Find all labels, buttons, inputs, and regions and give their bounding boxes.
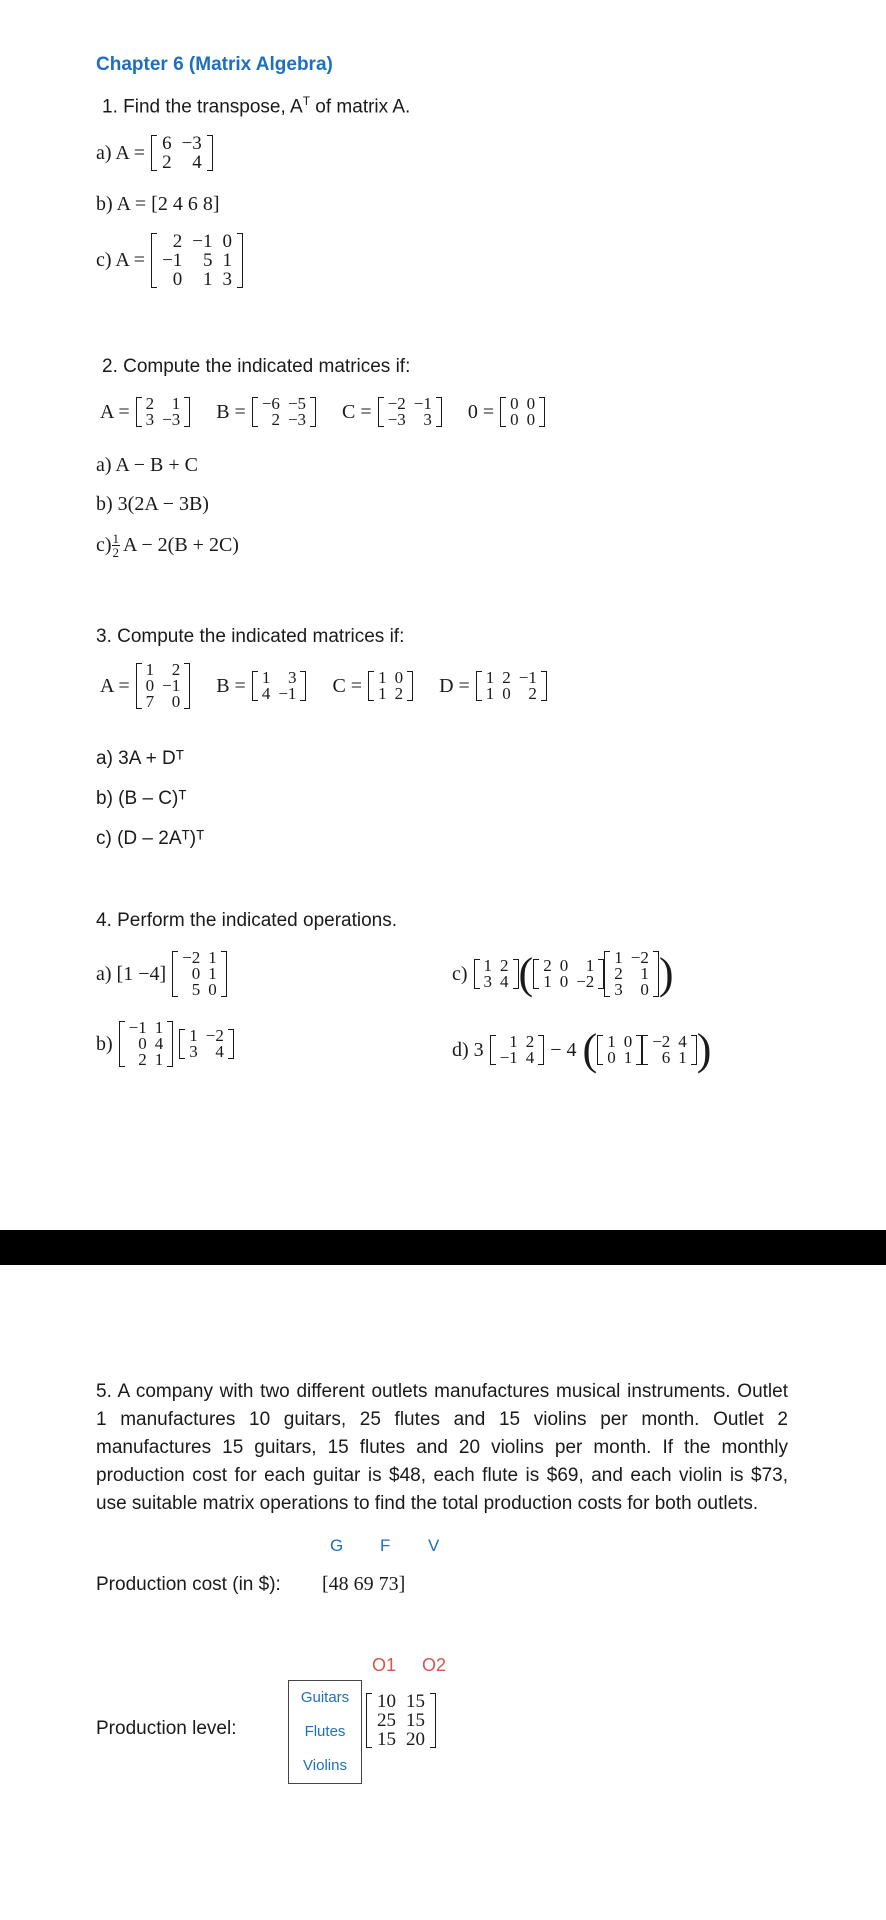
matrix-cell: 0	[623, 1032, 633, 1051]
q3-part-a: a) 3A + Dᵀ	[96, 748, 184, 769]
matrix-cell: 1	[189, 1026, 198, 1045]
matrix-cell: 0	[607, 1048, 616, 1067]
q2-matrix-zero	[500, 396, 545, 428]
q2-part-c: c) 1 2 A − 2(B + 2C)	[96, 531, 239, 560]
matrix-cell: 2	[543, 956, 552, 975]
matrix-cell: 2	[271, 410, 280, 429]
matrix-cell: −3	[162, 410, 181, 429]
matrix-cell: −5	[287, 394, 307, 413]
q3-prompt: 3. Compute the indicated matrices if:	[96, 626, 405, 647]
matrix-cell: 0	[171, 692, 181, 711]
matrix-cell: 1	[485, 668, 495, 687]
matrix-cell: 1	[261, 668, 271, 687]
matrix-cell: 1	[485, 684, 495, 703]
matrix-cell: 1	[483, 956, 493, 975]
q3-matrix-d	[476, 670, 547, 702]
matrix-cell: 0	[559, 956, 569, 975]
matrix-cell: −1	[162, 676, 181, 695]
q1-a-matrix	[151, 134, 213, 172]
matrix-cell: −2	[652, 1032, 671, 1051]
q4-b-matrix-1	[119, 1020, 174, 1068]
q2-matrix-b	[252, 396, 316, 428]
matrix-cell: 10	[377, 1691, 396, 1712]
matrix-cell: 6	[661, 1048, 671, 1067]
q4-d-matrix-3	[642, 1034, 697, 1066]
q5-level-matrix	[366, 1692, 436, 1749]
q2-matrix-c	[378, 396, 442, 428]
matrix-cell: −1	[162, 250, 183, 271]
q4-b-matrix-2	[179, 1028, 234, 1060]
matrix-cell: 0	[510, 394, 519, 413]
matrix-cell: −1	[499, 1048, 518, 1067]
matrix-cell: 3	[614, 980, 623, 999]
matrix-cell: 1	[607, 1032, 616, 1051]
matrix-cell: 0	[172, 269, 183, 290]
q1-c-label: c) A =	[96, 249, 146, 271]
matrix-cell: 0	[640, 980, 649, 999]
matrix-cell: −1	[413, 394, 432, 413]
q2-part-a: a) A − B + C	[96, 454, 199, 476]
matrix-cell: 2	[500, 956, 509, 975]
q5-row-labels	[288, 1680, 362, 1784]
matrix-cell: −1	[192, 231, 213, 252]
matrix-cell: 1	[154, 1050, 164, 1069]
matrix-cell: −2	[182, 948, 201, 967]
matrix-cell: 1	[222, 250, 232, 271]
matrix-cell: −3	[287, 410, 307, 429]
q3-part-c: c) (D – 2Aᵀ)ᵀ	[96, 828, 205, 849]
q4-part-d: d) 3 1 2 −1 4 − 4 ( 1 0 0 1 −2 4 6 1 )	[452, 1025, 712, 1074]
q4-c-matrix-2	[533, 958, 604, 990]
chapter-title: Chapter 6 (Matrix Algebra)	[96, 54, 333, 75]
matrix-cell: 3	[287, 668, 297, 687]
q5-level-matrix-wrap	[366, 1692, 436, 1749]
matrix-cell: 4	[500, 972, 509, 991]
matrix-cell: 1	[378, 684, 387, 703]
matrix-cell: 7	[145, 692, 155, 711]
q1-a-label: a) A =	[96, 141, 146, 164]
matrix-cell: −6	[261, 394, 280, 413]
q4-d-matrix-1	[490, 1034, 545, 1066]
separator-bar	[0, 1230, 886, 1265]
q4-d-matrix-2	[597, 1034, 642, 1066]
matrix-cell: 3	[145, 410, 155, 429]
matrix-cell: −1	[518, 668, 537, 687]
q3-matrix-a	[136, 662, 191, 710]
matrix-cell: 2	[171, 660, 181, 679]
matrix-cell: 3	[189, 1042, 198, 1061]
matrix-cell: 5	[191, 980, 201, 999]
matrix-cell: 1	[145, 660, 155, 679]
matrix-cell: 0	[394, 668, 404, 687]
matrix-cell: 0	[145, 676, 155, 695]
matrix-cell: 1	[154, 1018, 164, 1037]
matrix-cell: −2	[387, 394, 406, 413]
matrix-cell: −2	[576, 972, 595, 991]
q1-c	[96, 232, 243, 289]
q2-matrix-a	[136, 396, 191, 428]
matrix-cell: −2	[630, 948, 649, 967]
matrix-cell: 15	[377, 1729, 396, 1750]
q2-prompt: 2. Compute the indicated matrices if:	[102, 356, 411, 377]
matrix-cell: 0	[510, 410, 519, 429]
matrix-cell: 0	[526, 394, 536, 413]
matrix-cell: 5	[203, 250, 213, 271]
q4-prompt: 4. Perform the indicated operations.	[96, 910, 398, 931]
matrix-cell: 0	[502, 684, 511, 703]
matrix-cell: 2	[614, 964, 623, 983]
q5-header-o1: O1	[372, 1655, 397, 1675]
q3-matrices: A = 1 2 0 −1 7 0 B = 1 3 4 −1 C = 1 0 1 2 D = 1 2 −1 1 0 2	[100, 662, 547, 710]
matrix-cell: −3	[181, 133, 202, 154]
q1-a	[96, 134, 213, 172]
matrix-cell: 2	[162, 152, 172, 173]
matrix-cell: 1	[640, 964, 649, 983]
matrix-cell: 1	[543, 972, 552, 991]
matrix-cell: 4	[261, 684, 271, 703]
matrix-cell: 0	[526, 410, 536, 429]
matrix-cell: 1	[509, 1032, 518, 1051]
matrix-cell: 4	[525, 1048, 535, 1067]
matrix-cell: 3	[423, 410, 432, 429]
matrix-cell: 0	[222, 231, 232, 252]
q3-part-b: b) (B – C)ᵀ	[96, 788, 187, 809]
matrix-cell: 25	[377, 1710, 396, 1731]
matrix-cell: 15	[406, 1710, 425, 1731]
q4-c-matrix-1	[474, 958, 519, 990]
matrix-cell: 2	[138, 1050, 147, 1069]
q1-b: b) A = [2 4 6 8]	[96, 193, 220, 215]
matrix-cell: 0	[138, 1034, 147, 1053]
matrix-cell: 1	[171, 394, 181, 413]
matrix-cell: −3	[387, 410, 406, 429]
q5-row-label-violins: Violins	[303, 1757, 347, 1774]
q5-header-o2: O2	[422, 1655, 447, 1675]
matrix-cell: 2	[394, 684, 404, 703]
matrix-cell: 2	[502, 668, 511, 687]
q5-header-g: G	[330, 1536, 344, 1555]
matrix-cell: 0	[559, 972, 569, 991]
matrix-cell: 1	[208, 964, 217, 983]
matrix-cell: 1	[208, 948, 217, 967]
matrix-cell: 0	[208, 980, 217, 999]
q4-part-a: a) [1 −4] −2 1 0 1 5 0	[96, 950, 227, 998]
matrix-cell: 4	[215, 1042, 224, 1061]
q5-cost-values: [48 69 73]	[322, 1573, 406, 1595]
q4-a-matrix	[172, 950, 227, 998]
q2-matrices: A = 2 1 3 −3 B = −6 −5 2 −3 C = −2 −1 −3 3 0 = 0 0 0 0	[100, 396, 545, 428]
matrix-cell: 2	[528, 684, 537, 703]
q3-matrix-b	[252, 670, 307, 702]
matrix-cell: 1	[678, 1048, 687, 1067]
matrix-cell: 2	[172, 231, 183, 252]
matrix-cell: −1	[278, 684, 297, 703]
q5-row-label-guitars: Guitars	[300, 1689, 350, 1706]
q5-row-label-flutes: Flutes	[304, 1723, 346, 1740]
matrix-cell: 20	[406, 1729, 425, 1750]
q5-header-f: F	[380, 1536, 391, 1555]
matrix-cell: −1	[128, 1018, 147, 1037]
matrix-cell: −2	[205, 1026, 224, 1045]
q4-part-b: b) −1 1 0 4 2 1 1 −2 3 4	[96, 1020, 234, 1068]
matrix-cell: 1	[585, 956, 595, 975]
q2-part-b: b) 3(2A − 3B)	[96, 493, 209, 515]
matrix-cell: 15	[406, 1691, 425, 1712]
matrix-cell: 2	[525, 1032, 535, 1051]
matrix-cell: 4	[154, 1034, 164, 1053]
matrix-cell: 6	[162, 133, 172, 154]
q3-matrix-c	[368, 670, 413, 702]
matrix-cell: 2	[145, 394, 155, 413]
matrix-cell: 1	[614, 948, 623, 967]
q1-prompt: 1. Find the transpose, $A^T$ of matrix A.	[102, 94, 411, 118]
q5-header-v: V	[428, 1536, 440, 1555]
matrix-cell: 1	[623, 1048, 633, 1067]
matrix-cell: 3	[222, 269, 232, 290]
matrix-cell: 1	[203, 269, 213, 290]
matrix-cell: 4	[678, 1032, 687, 1051]
matrix-cell: 3	[483, 972, 493, 991]
q4-c-matrix-3	[604, 950, 659, 998]
matrix-cell: 4	[192, 152, 202, 173]
q1-c-matrix	[151, 232, 243, 289]
q5-text: 5. A company with two different outlets manufactures musical instruments. Outlet 1 manufactures 10 guitars, 25 flutes and 15 violins per month. Outlet 2 manufactures 15 guitars, 15 flutes and 20 violins per month. If the monthly production cost for each guitar is $48, each flute is $69, and each violin is $73, use suitable matrix operations to find the total production costs for both outlets.	[96, 1381, 788, 1514]
q4-part-c: c) 1 2 3 4 ( 2 0 1 1 0 −2 1 −2 2 1 3 0 )	[452, 948, 674, 999]
q5-level-label: Production level:	[96, 1718, 237, 1739]
matrix-cell: 1	[378, 668, 387, 687]
q5-cost-label: Production cost (in $):	[96, 1574, 281, 1595]
matrix-cell: 0	[191, 964, 201, 983]
